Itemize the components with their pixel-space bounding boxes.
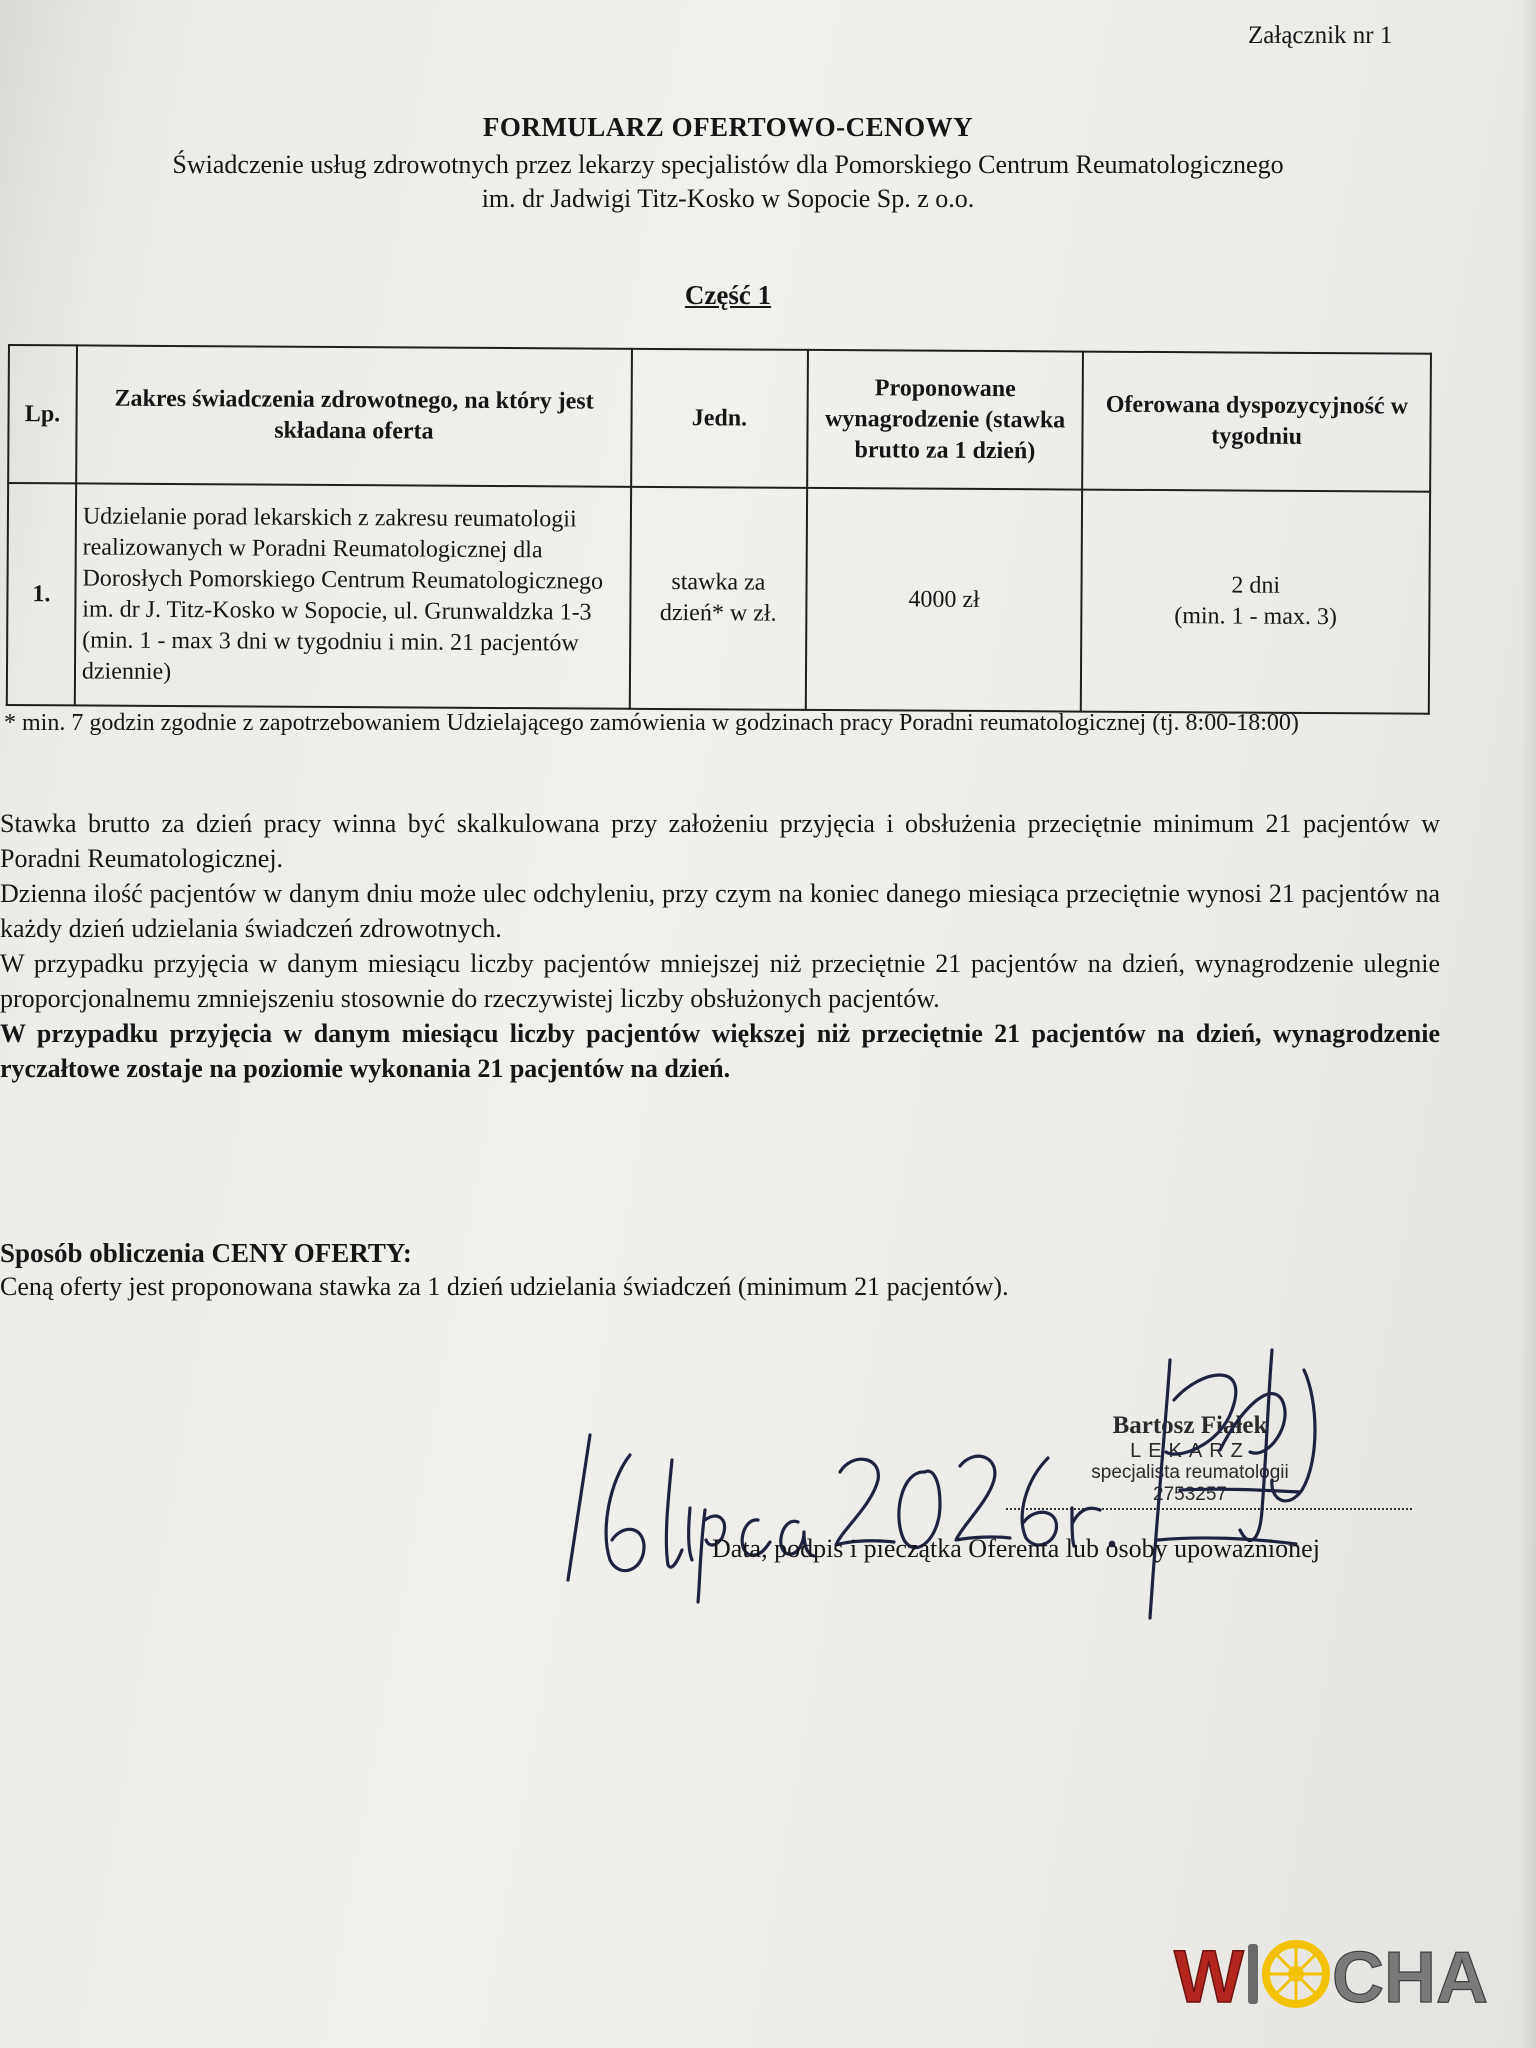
terms-paragraph-1: Stawka brutto za dzień pracy winna być skalkulowana przy założeniu przyjęcia i obsłużenia przeciętnie minimum 21 pacjentów w Poradni Reumatologicznej. <box>0 809 1440 873</box>
offer-table <box>6 344 1432 715</box>
stamp-number: 2753257 <box>1153 1484 1227 1505</box>
watermark-text: CHA <box>1332 1938 1488 2018</box>
table-header-row <box>8 345 1431 492</box>
form-subtitle <box>70 148 1386 216</box>
annex-label: Załącznik nr 1 <box>1248 22 1393 49</box>
header-availability: Oferowana dyspozycyjność w tygodniu <box>1083 352 1431 492</box>
header-pay: Proponowane wynagrodzenie (stawka brutto za 1 dzień) <box>807 350 1084 490</box>
table-footnote: * min. 7 godzin zgodnie z zapotrzebowaniem Udzielającego zamówienia w godzinach pracy Poradni reumatologicznej (tj. 8:00-18:00) <box>4 710 1299 736</box>
header-lp: Lp. <box>8 345 77 483</box>
table-row <box>7 483 1430 714</box>
subtitle-line-2: im. dr Jadwigi Titz-Kosko w Sopocie Sp. z o.o. <box>481 184 975 213</box>
terms-paragraph-2: Dzienna ilość pacjentów w danym dniu może ulec odchyleniu, przy czym na koniec danego miesiąca przeciętnie wynosi 21 pacjentów na każdy dzień udzielania świadczeń zdrowotnych. <box>0 879 1440 943</box>
handwritten-date-and-signature <box>560 1340 1340 1620</box>
header-scope: Zakres świadczenia zdrowotnego, na który jest składana oferta <box>76 345 632 486</box>
signature-caption: Data, podpis i pieczątka Oferenta lub osoby upoważnionej <box>712 1534 1320 1563</box>
wiocha-watermark-logo <box>1168 1930 1508 2020</box>
header-unit: Jedn. <box>631 349 808 488</box>
cell-lp: 1. <box>7 483 76 705</box>
calculation-text: Ceną oferty jest proponowana stawka za 1 dzień udzielania świadczeń (minimum 21 pacjentów). <box>0 1272 1009 1301</box>
stamp-specialty: specjalista reumatologii <box>1091 1462 1289 1483</box>
form-title: FORMULARZ OFERTOWO-CENOWY <box>482 112 974 142</box>
subtitle-line-1: Świadczenie usług zdrowotnych przez lekarzy specjalistów dla Pomorskiego Centrum Reumatologicznego <box>172 150 1284 179</box>
svg-text:W: W <box>1174 1935 1244 2018</box>
stamp-name: Bartosz Fiałek <box>1112 1412 1268 1439</box>
terms-paragraph-4: W przypadku przyjęcia w danym miesiącu liczby pacjentów większej niż przeciętnie 21 pacjentów na dzień, wynagrodzenie ryczałtowe zostaje na poziomie wykonania 21 pacjentów na dzień. <box>0 1019 1440 1083</box>
stamp-role: LEKARZ <box>1130 1440 1250 1462</box>
availability-days: 2 dni <box>1231 572 1281 599</box>
cell-unit: stawka za dzień* w zł. <box>630 487 807 710</box>
availability-range: (min. 1 - max. 3) <box>1174 603 1337 631</box>
cell-availability <box>1081 490 1430 714</box>
calculation-heading: Sposób obliczenia CENY OFERTY: <box>0 1238 412 1268</box>
page-edge-shadow <box>1518 0 1536 2048</box>
part-heading: Część 1 <box>684 280 772 310</box>
terms-body <box>0 806 1440 1086</box>
terms-paragraph-3: W przypadku przyjęcia w danym miesiącu liczby pacjentów mniejszej niż przeciętnie 21 pacjentów na dzień, wynagrodzenie ulegnie proporcjonalnemu zmniejszeniu stosownie do rzeczywistej liczby obsłużonych pacjentów. <box>0 949 1440 1013</box>
cell-pay: 4000 zł <box>805 488 1082 712</box>
cell-scope: Udzielanie porad lekarskich z zakresu reumatologii realizowanych w Poradni Reumatologicznej dla Dorosłych Pomorskiego Centrum Reumatologicznego im. dr J. Titz-Kosko w Sopocie, ul. Grunwaldzka 1-3 (min. 1 - max 3 dni w tygodniu i min. 21 pacjentów dziennie) <box>75 483 631 708</box>
